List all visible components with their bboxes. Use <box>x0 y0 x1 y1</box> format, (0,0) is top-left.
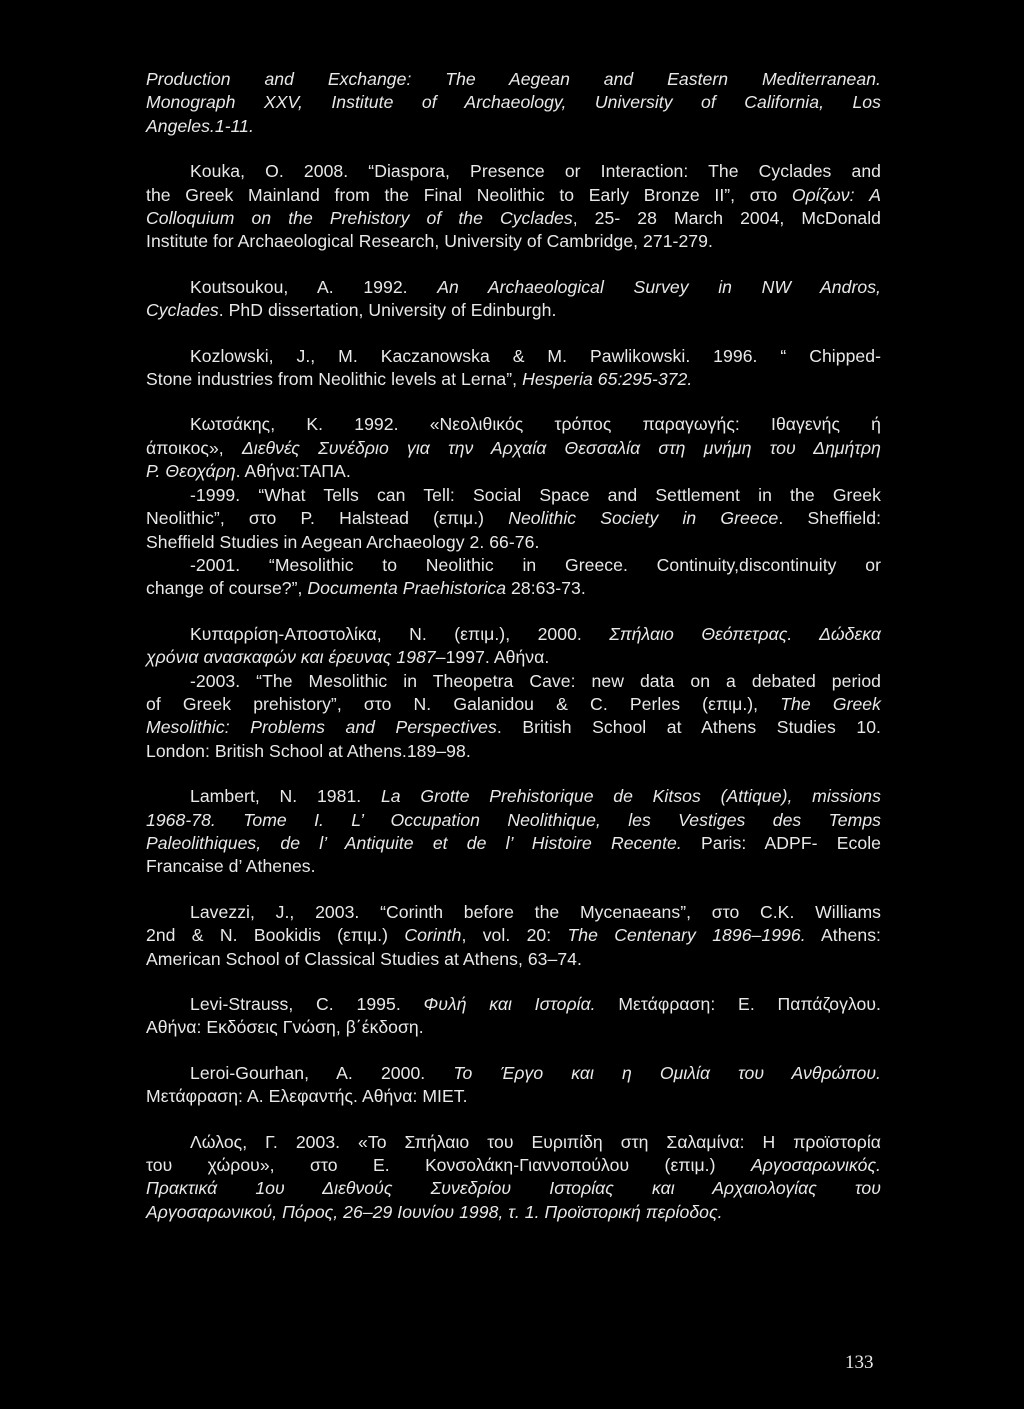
reference-line <box>146 809 881 832</box>
text: του χώρου», στο Ε. Κονσολάκη-Γιαννοπούλου (επιμ.) <box>146 1155 751 1176</box>
text: Κυπαρρίση-Αποστολίκα, Ν. (επιμ.), 2000. <box>190 623 610 644</box>
reference-line <box>146 413 881 436</box>
reference-line <box>146 230 881 253</box>
reference-line <box>146 901 881 924</box>
text: Lavezzi, J., 2003. “Corinth before the Mycenaeans”, στο C.K. Williams <box>190 901 881 922</box>
text: . Αθήνα:ΤΑΠΑ. <box>235 461 351 482</box>
reference-line <box>146 507 881 530</box>
text: Μετάφραση: Ε. Παπάζογλου. <box>595 994 881 1014</box>
reference-line <box>146 160 881 183</box>
text: , 25- 28 March 2004, McDonald <box>572 208 881 229</box>
reference-line <box>146 785 881 808</box>
text: American School of Classical Studies at Athens, 63–74. <box>146 948 582 969</box>
reference-line <box>146 554 881 577</box>
text: the Greek Mainland from the Final Neolithic to Early Bronze II”, στο <box>146 184 792 205</box>
reference-line <box>146 646 881 669</box>
text: Sheffield Studies in Aegean Archaeology 2. 66-76. <box>146 531 540 552</box>
text: Μετάφραση: Α. Ελεφαντής. Αθήνα: ΜΙΕΤ. <box>146 1086 468 1107</box>
text: -2001. “Mesolithic to Neolithic in Greece. Continuity,discontinuity or <box>190 554 881 575</box>
reference-line <box>146 993 881 1016</box>
text: -2003. “The Mesolithic in Theopetra Cave: new data on a debated period <box>190 670 881 691</box>
italic-text: Monograph XXV, Institute of Archaeology, University of California, Los <box>146 92 881 113</box>
italic-text: Ρ. Θεοχάρη <box>146 461 236 482</box>
reference-line <box>146 948 881 971</box>
text: Kozlowski, J., M. Kaczanowska & M. Pawlikowski. 1996. “ Chipped- <box>190 345 881 366</box>
text: Leroi-Gourhan, A. 2000. <box>190 1062 454 1083</box>
reference-entry <box>146 993 881 1040</box>
italic-text: La Grotte Prehistorique de Kitsos (Attique), missions <box>380 786 881 807</box>
reference-line <box>146 345 881 368</box>
text: change of course?”, <box>146 578 308 599</box>
italic-text: Αργοσαρωνικού, Πόρος, 26–29 Ιουνίου 1998, τ. 1. Προϊστορική περίοδος. <box>146 1201 723 1222</box>
italic-text: Σπήλαιο Θεόπετρας. Δώδεκα <box>609 623 881 644</box>
reference-line <box>146 577 881 600</box>
reference-line <box>146 437 881 460</box>
text: Levi-Strauss, C. 1995. <box>190 994 424 1014</box>
italic-text: Το Έργο και η Ομιλία του Ανθρώπου. <box>453 1062 881 1083</box>
reference-line <box>146 484 881 507</box>
italic-text: χρόνια ανασκαφών και έρευνας 1987 <box>146 647 436 668</box>
reference-line <box>146 1016 881 1039</box>
italic-text: The Centenary 1896–1996. <box>567 925 806 946</box>
reference-line <box>146 740 881 763</box>
italic-text: Production and Exchange: The Aegean and Eastern Mediterranean. <box>146 69 881 89</box>
reference-entry <box>146 160 881 254</box>
italic-text: Φυλή και Ιστορία. <box>423 994 596 1014</box>
reference-line <box>146 1085 881 1108</box>
reference-entry <box>146 785 881 879</box>
italic-text: Cyclades <box>146 300 219 321</box>
bibliography <box>146 68 881 1246</box>
text: -1999. “What Tells can Tell: Social Space and Settlement in the Greek <box>190 484 881 505</box>
reference-line <box>146 1154 881 1177</box>
italic-text: Neolithic Society in Greece <box>508 508 779 529</box>
reference-line <box>146 832 881 855</box>
italic-text: Documenta Praehistorica <box>307 578 507 599</box>
text: London: British School at Athens.189–98. <box>146 740 471 761</box>
reference-entry <box>146 276 881 323</box>
reference-entry <box>146 68 881 138</box>
reference-line <box>146 623 881 646</box>
text: , vol. 20: <box>461 925 568 946</box>
text: Institute for Archaeological Research, University of Cambridge, 271-279. <box>146 231 713 252</box>
reference-entry <box>146 1062 881 1109</box>
italic-text: Hesperia 65:295-372. <box>522 369 693 390</box>
text: Athens: <box>805 925 881 946</box>
italic-text: The Greek <box>780 693 881 714</box>
italic-text: 1968-78. Tome I. L’ Occupation Neolithique, les Vestiges des Temps <box>146 809 881 830</box>
reference-line <box>146 460 881 483</box>
italic-text: Ορίζων: A <box>791 184 881 205</box>
text: Stone industries from Neolithic levels at Lerna”, <box>146 369 523 390</box>
reference-line <box>146 924 881 947</box>
italic-text: Διεθνές Συνέδριο για την Αρχαία Θεσσαλία στη μνήμη του Δημήτρη <box>241 437 881 458</box>
reference-entry <box>146 901 881 971</box>
reference-line <box>146 1177 881 1200</box>
text: 28:63-73. <box>506 578 586 599</box>
reference-line <box>146 115 881 138</box>
italic-text: Mesolithic: Problems and Perspectives <box>146 717 497 738</box>
reference-line <box>146 1131 881 1154</box>
text: άποικος», <box>146 437 242 458</box>
italic-text: Αργοσαρωνικός. <box>750 1155 881 1176</box>
text: Lambert, N. 1981. <box>190 786 381 807</box>
reference-line <box>146 68 881 91</box>
reference-entry <box>146 623 881 763</box>
reference-line <box>146 693 881 716</box>
reference-line <box>146 1062 881 1085</box>
text: of Greek prehistory”, στο N. Galanidou & C. Perles (επιμ.), <box>146 693 781 714</box>
text: Neolithic”, στο P. Halstead (επιμ.) <box>146 508 509 529</box>
text: Αθήνα: Εκδόσεις Γνώση, β΄έκδοση. <box>146 1017 424 1038</box>
reference-line <box>146 276 881 299</box>
italic-text: Angeles.1-11. <box>146 115 254 136</box>
reference-entry <box>146 1131 881 1225</box>
reference-line <box>146 184 881 207</box>
text: Francaise d’ Athenes. <box>146 856 316 877</box>
page-number: 133 <box>845 1352 874 1373</box>
text: Λώλος, Γ. 2003. «Το Σπήλαιο του Ευριπίδη στη Σαλαμίνα: Η προϊστορία <box>190 1131 881 1152</box>
text: Paris: ADPF- Ecole <box>681 832 881 853</box>
text: . Sheffield: <box>778 508 882 529</box>
italic-text: Πρακτικά 1ου Διεθνούς Συνεδρίου Ιστορίας και Αρχαιολογίας του <box>146 1178 881 1199</box>
text: Koutsoukou, A. 1992. <box>190 276 438 297</box>
italic-text: An Archaeological Survey in NW Andros, <box>437 276 881 297</box>
italic-text: Colloquium on the Prehistory of the Cyclades <box>146 208 573 229</box>
italic-text: Paleolithiques, de l’ Antiquite et de l’ Histoire Recente. <box>146 832 682 853</box>
text: Κωτσάκης, Κ. 1992. «Νεολιθικός τρόπος παραγωγής: Ιθαγενής ή <box>190 414 881 435</box>
text: 2nd & N. Bookidis (επιμ.) <box>146 925 405 946</box>
text: Kouka, O. 2008. “Diaspora, Presence or Interaction: The Cyclades and <box>190 161 881 182</box>
reference-entry <box>146 345 881 392</box>
italic-text: Corinth <box>404 925 462 946</box>
text: –1997. Αθήνα. <box>435 647 550 668</box>
reference-line <box>146 670 881 693</box>
text: . British School at Athens Studies 10. <box>496 717 881 738</box>
reference-line <box>146 531 881 554</box>
reference-line <box>146 299 881 322</box>
reference-line <box>146 368 881 391</box>
reference-entry <box>146 413 881 600</box>
reference-line <box>146 207 881 230</box>
reference-line <box>146 855 881 878</box>
reference-line <box>146 91 881 114</box>
reference-line <box>146 716 881 739</box>
text: . PhD dissertation, University of Edinburgh. <box>218 300 557 321</box>
reference-line <box>146 1201 881 1224</box>
